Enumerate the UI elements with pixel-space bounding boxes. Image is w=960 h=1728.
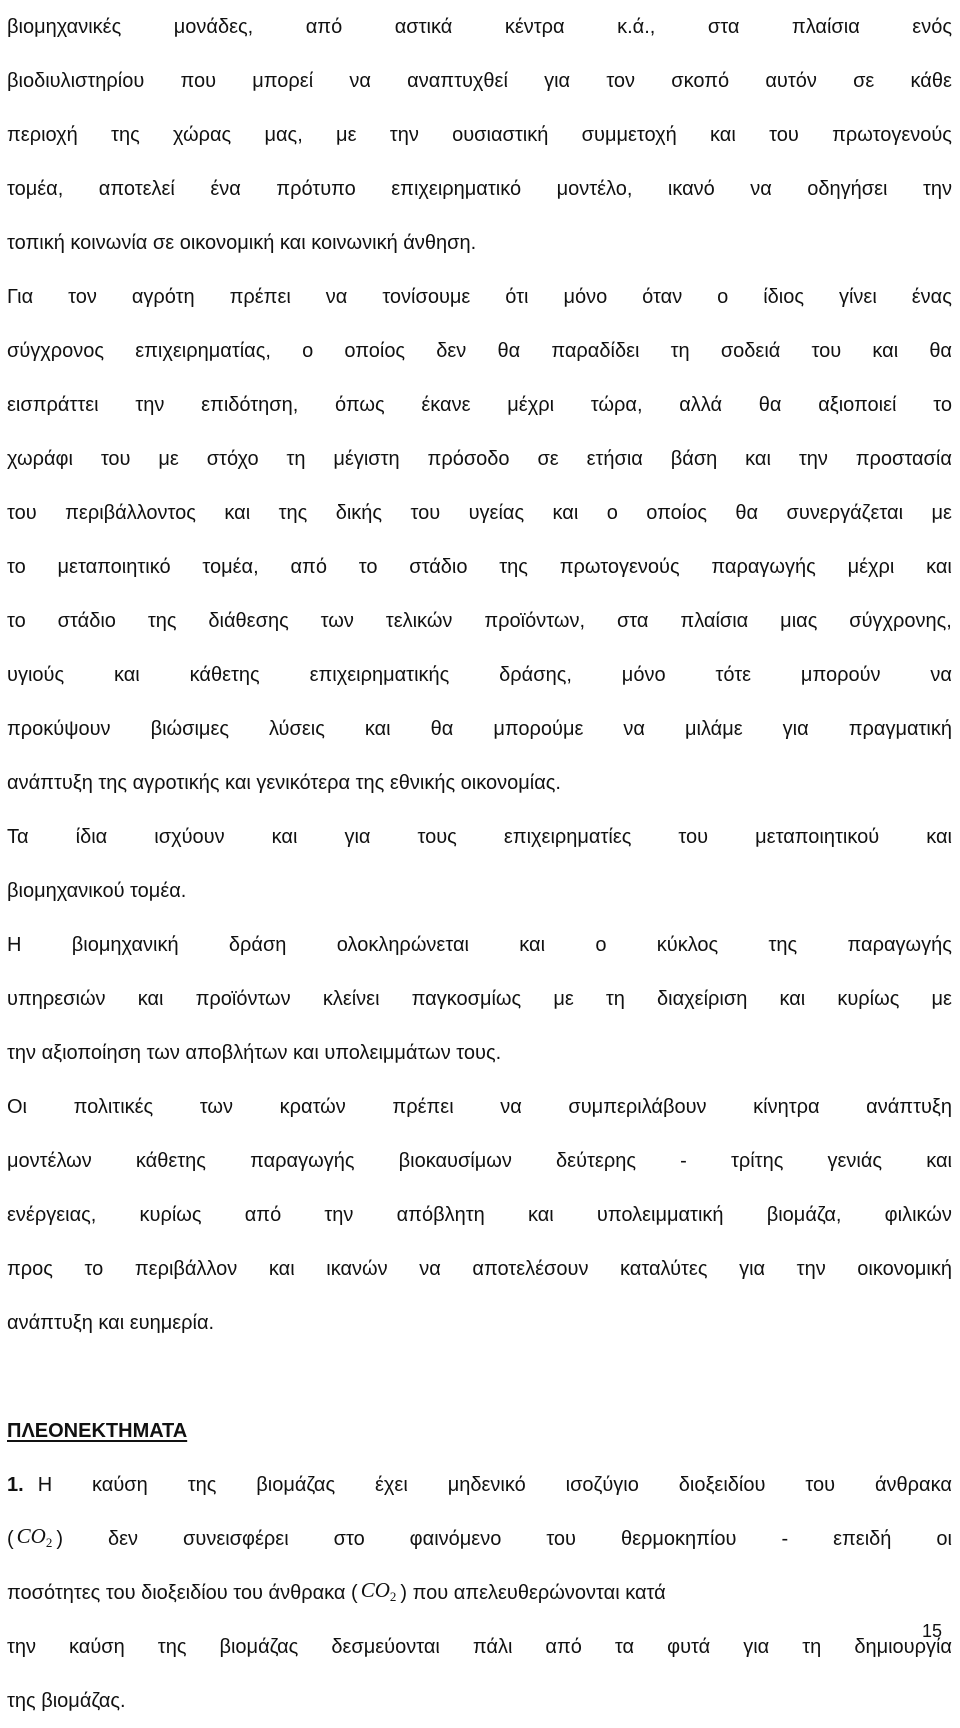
- word: και: [137, 987, 164, 1010]
- text-line-after-formula: ) που απελευθερώνονται κατά: [400, 1581, 666, 1604]
- word: εισπράττει: [7, 393, 99, 416]
- text-line: της βιομάζας.: [7, 1689, 126, 1712]
- word: επειδή: [833, 1527, 892, 1550]
- word: επιδότηση,: [201, 393, 299, 416]
- word: ουσιαστική: [452, 123, 549, 146]
- word: τη: [802, 1635, 822, 1658]
- word: βιομάζας: [219, 1635, 299, 1658]
- word: βάση: [670, 447, 718, 470]
- word: μέγιστη: [333, 447, 400, 470]
- word: με: [158, 447, 179, 470]
- word: της: [278, 501, 308, 524]
- word: του: [7, 501, 37, 524]
- word: το: [358, 555, 378, 578]
- word: διαχείριση: [657, 987, 748, 1010]
- co2-formula: [361, 1577, 397, 1610]
- word: σύγχρονος: [7, 339, 105, 362]
- word: και: [519, 933, 546, 956]
- word: επιχειρηματίας,: [135, 339, 271, 362]
- word: υγείας: [468, 501, 525, 524]
- word: πρωτογενούς: [832, 123, 952, 146]
- word: περιβάλλον: [134, 1257, 238, 1280]
- word: ίδιος: [763, 285, 805, 308]
- word: τον: [606, 69, 636, 92]
- word: προστασία: [855, 447, 952, 470]
- word: για: [782, 717, 809, 740]
- word: υπηρεσιών: [7, 987, 106, 1010]
- word: θερμοκηπίου: [620, 1527, 737, 1550]
- word: μεταποιητικό: [57, 555, 171, 578]
- word: σοδειά: [720, 339, 781, 362]
- word: ικανό: [667, 177, 715, 200]
- word: την: [389, 123, 419, 146]
- word: ο: [595, 933, 607, 956]
- word: κέντρα: [504, 15, 565, 38]
- word: τη: [286, 447, 306, 470]
- word: κίνητρα: [753, 1095, 820, 1118]
- word: για: [544, 69, 571, 92]
- word: υπολειμματική: [596, 1203, 724, 1226]
- word: σε: [853, 69, 875, 92]
- word: της: [111, 123, 140, 146]
- text-line: [7, 1080, 952, 1134]
- word: κυρίως: [837, 987, 900, 1010]
- page-number: 15: [921, 1621, 942, 1641]
- word: ): [56, 1527, 64, 1550]
- text-line: [7, 972, 952, 1026]
- word: πλαίσια: [791, 15, 860, 38]
- word: επιχειρηματικό: [391, 177, 522, 200]
- word: συμμετοχή: [581, 123, 677, 146]
- advantage-item-1: [7, 1458, 952, 1728]
- co2-formula: [17, 1523, 53, 1556]
- word: διάθεσης: [208, 609, 289, 632]
- word: στάδιο: [409, 555, 468, 578]
- word: δικής: [335, 501, 383, 524]
- word: παγκοσμίως: [411, 987, 522, 1010]
- open-paren: (: [7, 1527, 14, 1550]
- word: θα: [497, 339, 521, 362]
- text-line: [7, 270, 952, 324]
- text-line: [7, 324, 952, 378]
- word: αξιοποιεί: [818, 393, 897, 416]
- word: παραγωγής: [711, 555, 816, 578]
- word: χωράφι: [7, 447, 73, 470]
- paragraph-5: [7, 1080, 952, 1350]
- word: μέχρι: [847, 555, 895, 578]
- word: ενός: [912, 15, 952, 38]
- text-line: ανάπτυξη και ευημερία.: [7, 1311, 215, 1334]
- word: στο: [333, 1527, 365, 1550]
- word: τώρα,: [590, 393, 643, 416]
- word: και: [224, 501, 251, 524]
- document-page: [7, 0, 952, 1728]
- item-line-co2: [7, 1512, 952, 1566]
- section-heading-row: [7, 1404, 952, 1458]
- word: καύση: [69, 1635, 125, 1658]
- word: την: [324, 1203, 354, 1226]
- word: με: [553, 987, 574, 1010]
- word: μπορούμε: [493, 717, 584, 740]
- word: αστικά: [394, 15, 453, 38]
- word: κάθε: [910, 69, 952, 92]
- word: για: [739, 1257, 766, 1280]
- word: των: [199, 1095, 234, 1118]
- word: απόβλητη: [396, 1203, 485, 1226]
- word: του: [678, 825, 709, 848]
- word: να: [623, 717, 645, 740]
- word: μιλάμε: [684, 717, 743, 740]
- word: λύσεις: [269, 717, 325, 740]
- word: μπορούν: [800, 663, 881, 686]
- word: θα: [735, 501, 759, 524]
- word: έκανε: [421, 393, 471, 416]
- word: όταν: [642, 285, 683, 308]
- word: ισχύουν: [154, 825, 225, 848]
- word: αγρότη: [131, 285, 195, 308]
- word: την: [922, 177, 952, 200]
- word: κάθετης: [189, 663, 260, 686]
- word: οποίος: [646, 501, 707, 524]
- text-line: [56, 1526, 952, 1553]
- word: Οι: [7, 1095, 27, 1118]
- text-line: [7, 1134, 952, 1188]
- word: στα: [707, 15, 740, 38]
- text-line: βιομηχανικού τομέα.: [7, 879, 187, 902]
- word: δράση: [228, 933, 287, 956]
- word: τον: [68, 285, 97, 308]
- word: φαινόμενο: [409, 1527, 502, 1550]
- word: υγιούς: [7, 663, 65, 686]
- text-line: τοπική κοινωνία σε οικονομική και κοινωνική άνθηση.: [7, 231, 477, 254]
- word: βιομάζα,: [766, 1203, 842, 1226]
- word: επιχειρηματικής: [309, 663, 450, 686]
- word: όπως: [335, 393, 385, 416]
- word: χώρας: [173, 123, 232, 146]
- word: τονίσουμε: [382, 285, 471, 308]
- word: φιλικών: [884, 1203, 952, 1226]
- text-line: [7, 918, 952, 972]
- paragraph-3: [7, 810, 952, 918]
- word: και: [926, 825, 952, 848]
- text-line: [7, 648, 952, 702]
- text-line: την αξιοποίηση των αποβλήτων και υπολειμμάτων τους.: [7, 1041, 502, 1064]
- text-line: [7, 162, 952, 216]
- word: καταλύτες: [620, 1257, 708, 1280]
- word: ότι: [505, 285, 529, 308]
- text-line: ανάπτυξη της αγροτικής και γενικότερα της εθνικής οικονομίας.: [7, 771, 561, 794]
- word: προϊόντων,: [484, 609, 586, 632]
- text-line: [7, 54, 952, 108]
- word: επιχειρηματίες: [503, 825, 632, 848]
- word: καύση: [92, 1473, 148, 1496]
- text-line: [7, 594, 952, 648]
- word: βιομηχανικές: [7, 15, 122, 38]
- word: παραγωγής: [250, 1149, 355, 1172]
- word: τη: [670, 339, 690, 362]
- word: τομέα,: [7, 177, 64, 200]
- word: -: [680, 1149, 687, 1172]
- word: με: [336, 123, 357, 146]
- word: τρίτης: [730, 1149, 784, 1172]
- word: κλείνει: [322, 987, 380, 1010]
- word: το: [7, 609, 26, 632]
- word: μόνο: [563, 285, 608, 308]
- word: κάθετης: [135, 1149, 206, 1172]
- word: Για: [7, 285, 34, 308]
- word: μας,: [264, 123, 303, 146]
- word: τη: [605, 987, 625, 1010]
- word: να: [930, 663, 952, 686]
- word: της: [157, 1635, 187, 1658]
- word: και: [926, 1149, 952, 1172]
- word: διοξειδίου: [678, 1473, 766, 1496]
- text-line: [7, 1620, 952, 1674]
- word: παραδίδει: [551, 339, 640, 362]
- word: δημιουργία: [854, 1635, 952, 1658]
- word: μοντέλο,: [556, 177, 633, 200]
- word: αποτελεί: [98, 177, 175, 200]
- word: ένα: [210, 177, 241, 200]
- word: σκοπό: [671, 69, 730, 92]
- word: αυτόν: [765, 69, 817, 92]
- word: του: [769, 123, 799, 146]
- word: μηδενικό: [447, 1473, 526, 1496]
- item-first-line: [7, 1458, 952, 1512]
- word: φυτά: [667, 1635, 711, 1658]
- word: του: [811, 339, 842, 362]
- word: μονάδες,: [173, 15, 254, 38]
- word: να: [500, 1095, 522, 1118]
- word: ο: [717, 285, 729, 308]
- text-line: [7, 702, 952, 756]
- word: ίδια: [75, 825, 108, 848]
- word: ο: [606, 501, 618, 524]
- item-line-co2-second: [7, 1566, 952, 1620]
- word: το: [84, 1257, 104, 1280]
- word: από: [290, 555, 327, 578]
- word: κύκλος: [656, 933, 719, 956]
- word: και: [364, 717, 391, 740]
- word: προκύψουν: [7, 717, 111, 740]
- word: και: [745, 447, 771, 470]
- word: την: [135, 393, 165, 416]
- word: βιομάζας: [256, 1473, 336, 1496]
- word: συμπεριλάβουν: [568, 1095, 707, 1118]
- text-line: [7, 0, 952, 54]
- word: του: [546, 1527, 576, 1550]
- word: και: [552, 501, 579, 524]
- text-line: [7, 1242, 952, 1296]
- word: και: [710, 123, 736, 146]
- word: θα: [430, 717, 454, 740]
- word: Η: [7, 933, 22, 956]
- word: δεν: [108, 1527, 139, 1550]
- word: τομέα,: [202, 555, 259, 578]
- word: Τα: [7, 825, 29, 848]
- word: πρωτογενούς: [559, 555, 680, 578]
- word: και: [926, 555, 952, 578]
- word: τελικών: [385, 609, 453, 632]
- word: του: [100, 447, 131, 470]
- word: σύγχρονης,: [849, 609, 952, 632]
- word: βιοδιυλιστηρίου: [7, 69, 145, 92]
- word: γίνει: [838, 285, 877, 308]
- word: ετήσια: [586, 447, 643, 470]
- word: ένας: [911, 285, 952, 308]
- co2-main: CO: [16, 1523, 46, 1548]
- word: την: [796, 1257, 826, 1280]
- word: οι: [936, 1527, 952, 1550]
- word: την: [7, 1635, 37, 1658]
- word: οποίος: [344, 339, 406, 362]
- word: σε: [537, 447, 559, 470]
- text-line: [38, 1472, 952, 1499]
- word: να: [325, 285, 348, 308]
- paragraph-1: [7, 0, 952, 270]
- word: τότε: [715, 663, 752, 686]
- word: θα: [758, 393, 782, 416]
- word: περιοχή: [7, 123, 78, 146]
- word: του: [410, 501, 441, 524]
- word: να: [419, 1257, 441, 1280]
- word: μπορεί: [252, 69, 314, 92]
- word: πρέπει: [229, 285, 291, 308]
- word: και: [271, 825, 298, 848]
- word: της: [187, 1473, 217, 1496]
- word: αλλά: [679, 393, 723, 416]
- word: από: [545, 1635, 582, 1658]
- word: βιομηχανική: [71, 933, 179, 956]
- text-line: [7, 432, 952, 486]
- word: πάλι: [472, 1635, 513, 1658]
- word: της: [768, 933, 798, 956]
- word: για: [344, 825, 371, 848]
- word: κρατών: [279, 1095, 346, 1118]
- word: -: [781, 1527, 789, 1550]
- section-heading: ΠΛΕΟΝΕΚΤΗΜΑΤΑ: [7, 1419, 188, 1442]
- word: οικονομική: [857, 1257, 952, 1280]
- word: προϊόντων: [195, 987, 291, 1010]
- word: δεν: [436, 339, 467, 362]
- word: το: [7, 555, 26, 578]
- word: για: [743, 1635, 770, 1658]
- text-line: [7, 486, 952, 540]
- word: γενιάς: [827, 1149, 883, 1172]
- text-line: [7, 1188, 952, 1242]
- word: κυρίως: [139, 1203, 202, 1226]
- word: της: [147, 609, 177, 632]
- word: με: [931, 987, 952, 1010]
- word: δράσης,: [499, 663, 572, 686]
- word: ισοζύγιο: [565, 1473, 639, 1496]
- word: και: [268, 1257, 295, 1280]
- word: στόχο: [206, 447, 259, 470]
- word: ο: [302, 339, 314, 362]
- co2-main: CO: [360, 1577, 390, 1602]
- text-line: [7, 378, 952, 432]
- word: και: [779, 987, 806, 1010]
- word: ολοκληρώνεται: [336, 933, 469, 956]
- word: και: [527, 1203, 554, 1226]
- text-line: [7, 810, 952, 864]
- text-line: [7, 108, 952, 162]
- word: οδηγήσει: [807, 177, 888, 200]
- word: ανάπτυξη: [866, 1095, 952, 1118]
- word: στάδιο: [57, 609, 116, 632]
- text-line: [7, 540, 952, 594]
- word: βιοκαυσίμων: [398, 1149, 512, 1172]
- word: το: [933, 393, 952, 416]
- word: στα: [616, 609, 649, 632]
- word: βιώσιμες: [150, 717, 230, 740]
- word: συνεισφέρει: [183, 1527, 289, 1550]
- word: πραγματική: [848, 717, 952, 740]
- word: παραγωγής: [847, 933, 952, 956]
- word: και: [113, 663, 140, 686]
- word: ικανών: [326, 1257, 388, 1280]
- word: κ.ά.,: [617, 15, 656, 38]
- word: δεύτερης: [556, 1149, 636, 1172]
- paragraph-4: [7, 918, 952, 1080]
- word: μέχρι: [507, 393, 555, 416]
- item-number: 1.: [7, 1473, 24, 1496]
- text-line-before-formula: ποσότητες του διοξειδίου του άνθρακα (: [7, 1581, 358, 1604]
- co2-subscript: 2: [389, 1588, 397, 1604]
- word: από: [305, 15, 343, 38]
- word: της: [499, 555, 528, 578]
- word: και: [872, 339, 899, 362]
- word: δεσμεύονται: [331, 1635, 440, 1658]
- word: τους: [417, 825, 457, 848]
- word: ενέργειας,: [7, 1203, 97, 1226]
- word: πολιτικές: [73, 1095, 154, 1118]
- word: μοντέλων: [7, 1149, 92, 1172]
- word: συνεργάζεται: [786, 501, 904, 524]
- word: μεταποιητικού: [755, 825, 880, 848]
- word: αποτελέσουν: [472, 1257, 589, 1280]
- word: που: [180, 69, 217, 92]
- word: με: [931, 501, 952, 524]
- word: την: [798, 447, 828, 470]
- word: άνθρακα: [874, 1473, 952, 1496]
- word: έχει: [375, 1473, 408, 1496]
- word: προς: [7, 1257, 53, 1280]
- co2-subscript: 2: [45, 1534, 53, 1550]
- word: να: [349, 69, 371, 92]
- word: περιβάλλοντος: [65, 501, 196, 524]
- word: των: [320, 609, 354, 632]
- word: θα: [929, 339, 952, 362]
- word: αναπτυχθεί: [407, 69, 508, 92]
- word: Η: [37, 1473, 53, 1496]
- word: τα: [614, 1635, 635, 1658]
- paragraph-2: [7, 270, 952, 810]
- word: πρέπει: [392, 1095, 454, 1118]
- word: μόνο: [621, 663, 666, 686]
- word: μιας: [780, 609, 818, 632]
- word: πλαίσια: [680, 609, 749, 632]
- word: πρόσοδο: [427, 447, 510, 470]
- word: του: [805, 1473, 836, 1496]
- word: πρότυπο: [276, 177, 356, 200]
- word: να: [750, 177, 772, 200]
- word: από: [244, 1203, 282, 1226]
